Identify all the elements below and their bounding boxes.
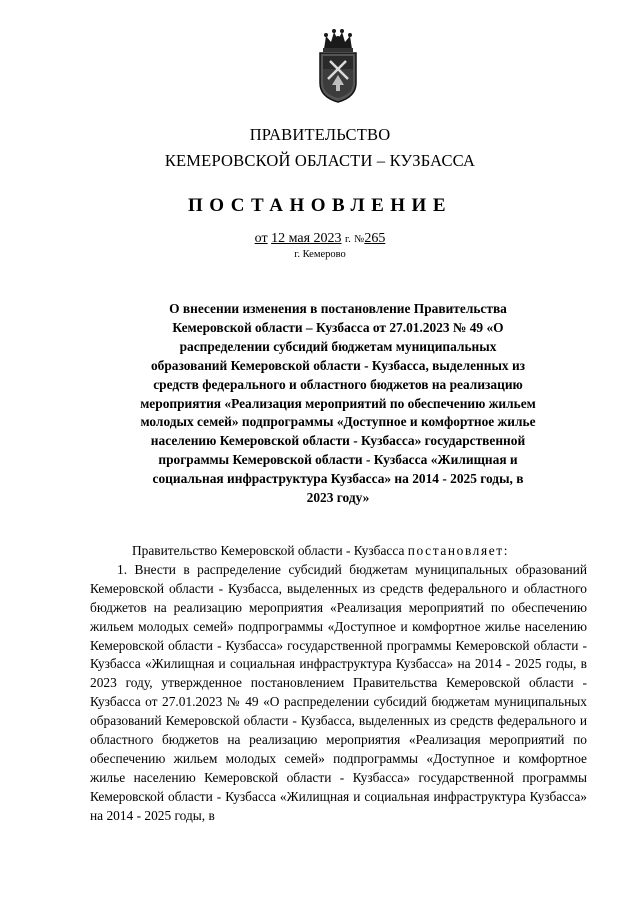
lead-verb: постановляет:: [407, 543, 510, 558]
year-suffix: г.: [345, 234, 351, 245]
document-city: г. Кемерово: [294, 249, 346, 260]
document-body: [90, 542, 587, 826]
document-date: 12 мая 2023: [271, 231, 342, 246]
paragraph-item-1: 1. Внести в распределение субсидий бюджетам муниципальных образований Кемеровской области - Кузбасса, выделенных из средств федерального и областного бюджетов на реализацию мероприятия «Реализация мероприятий по обеспечению жильем молодых семей» подпрограммы «Доступное и комфортное жилье населению Кемеровской области - Кузбасса» государственной программы Кемеровской области - Кузбасса «Жилищная и социальная инфраструктура Кузбасса» на 2014 - 2025 годы, в 2023 году, утвержденное постановлением Правительства Кемеровской области - Кузбасса от 27.01.2023 № 49 «О распределении субсидий бюджетам муниципальных образований Кемеровской области - Кузбасса, выделенных из средств федерального и областного бюджетов на реализацию мероприятия «Реализация мероприятий по обеспечению жильем молодых семей» подпрограммы «Доступное и комфортное жилье населению Кемеровской области - Кузбасса» государственной программы Кемеровской области - Кузбасса «Жилищная и социальная инфраструктура Кузбасса» на 2014 - 2025 годы, в: [90, 561, 587, 823]
document-date-line: [0, 230, 640, 249]
date-prefix: от: [254, 231, 268, 246]
government-name-line1: ПРАВИТЕЛЬСТВО: [249, 125, 391, 144]
number-sign: №: [354, 234, 365, 245]
lead-paragraph: [90, 542, 587, 561]
lead-text: Правительство Кемеровской области - Кузбасса: [132, 543, 405, 558]
document-number: 265: [364, 231, 386, 246]
government-name-line2: КЕМЕРОВСКОЙ ОБЛАСТИ – КУЗБАССА: [164, 151, 476, 170]
document-title: О внесении изменения в постановление Правительства Кемеровской области – Кузбасса от 27.01.2023 № 49 «О распределении субсидий бюджетам муниципальных образований Кемеровской области - Кузбасса, выделенных из средств федерального и областного бюджетов на реализацию мероприятия «Реализация мероприятий по обеспечению жильем молодых семей» подпрограммы «Доступное и комфортное жилье населению Кемеровской области - Кузбасса» государственной программы Кемеровской области - Кузбасса «Жилищная и социальная инфраструктура Кузбасса» на 2014 - 2025 годы, в 2023 году»: [140, 301, 536, 506]
kuzbass-coat-of-arms-icon: [315, 27, 361, 103]
document-type: ПОСТАНОВЛЕНИЕ: [187, 195, 453, 216]
